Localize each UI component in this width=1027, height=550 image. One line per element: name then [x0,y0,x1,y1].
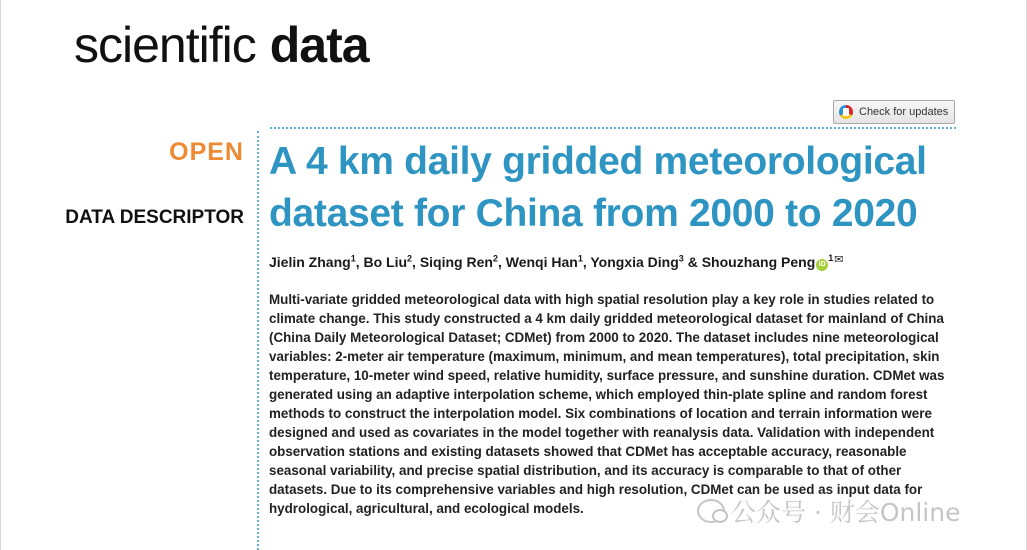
margin-rule [257,131,259,550]
author-separator: , [355,253,364,270]
author-name[interactable]: Jielin Zhang [269,253,351,270]
open-access-label: OPEN [169,138,244,166]
wechat-icon [697,499,725,523]
author-affiliation: 1 [350,253,356,263]
author-name[interactable]: Shouzhang Peng [701,253,816,270]
author-separator: , [412,253,420,270]
check-for-updates-button[interactable] [833,100,955,124]
author-name[interactable]: Yongxia Ding [590,253,679,270]
author-affiliation: 1 [577,253,583,263]
abstract: Multi-variate gridded meteorological data with high spatial resolution play a key role in studies related to climate change. This study constructed a 4 km daily gridded meteorological dataset for mainland of China (China Daily Meteorological Dataset; CDMet) from 2000 to 2020. The dataset includes nine meteorological variables: 2-meter air temperature (maximum, minimum, and mean temperatures), total precipitation, skin temperature, 10-meter wind speed, relative humidity, surface pressure, and sunshine duration. CDMet was generated using an adaptive interpolation scheme, which employed thin-plate spline and random forest methods to construct the interpolation model. Six combinations of location and terrain information were designed and used as covariates in the model together with reanalysis data. Validation with independent observation stations and existing datasets showed that CDMet has acceptable accuracy, reasonable seasonal variability, and precise spatial distribution, and its accuracy is comparable to that of other datasets. Due to its comprehensive variables and high resolution, CDMet can be used as input data for hydrological, agricultural, and ecological models. [269,292,945,516]
journal-logo-bold: data [269,17,369,73]
journal-logo-light: scientific [74,17,256,73]
check-for-updates-label: Check for updates [859,106,949,118]
crossmark-icon [839,105,853,119]
author-name[interactable]: Wenqi Han [505,253,578,270]
author-separator: & [683,253,702,270]
watermark [697,493,960,529]
author-list [269,248,989,272]
watermark-text: 公众号 · 财会Online [731,498,961,527]
corresponding-author-affiliation: 1 [828,253,834,263]
author-separator: , [497,253,506,270]
author-affiliation: 2 [492,253,498,263]
author-affiliation: 2 [407,253,413,263]
article-type-label: DATA DESCRIPTOR [65,207,244,228]
mail-icon[interactable]: ✉ [834,253,844,266]
author-affiliation: 3 [678,253,684,263]
author-separator: , [582,253,591,270]
author-name[interactable]: Bo Liu [363,253,408,270]
orcid-icon[interactable]: iD [816,259,828,271]
header-rule [270,127,956,129]
author-name[interactable]: Siqing Ren [419,253,493,270]
journal-logo[interactable] [74,14,369,76]
article-title: A 4 km daily gridded meteorological dataset for China from 2000 to 2020 [269,140,927,235]
